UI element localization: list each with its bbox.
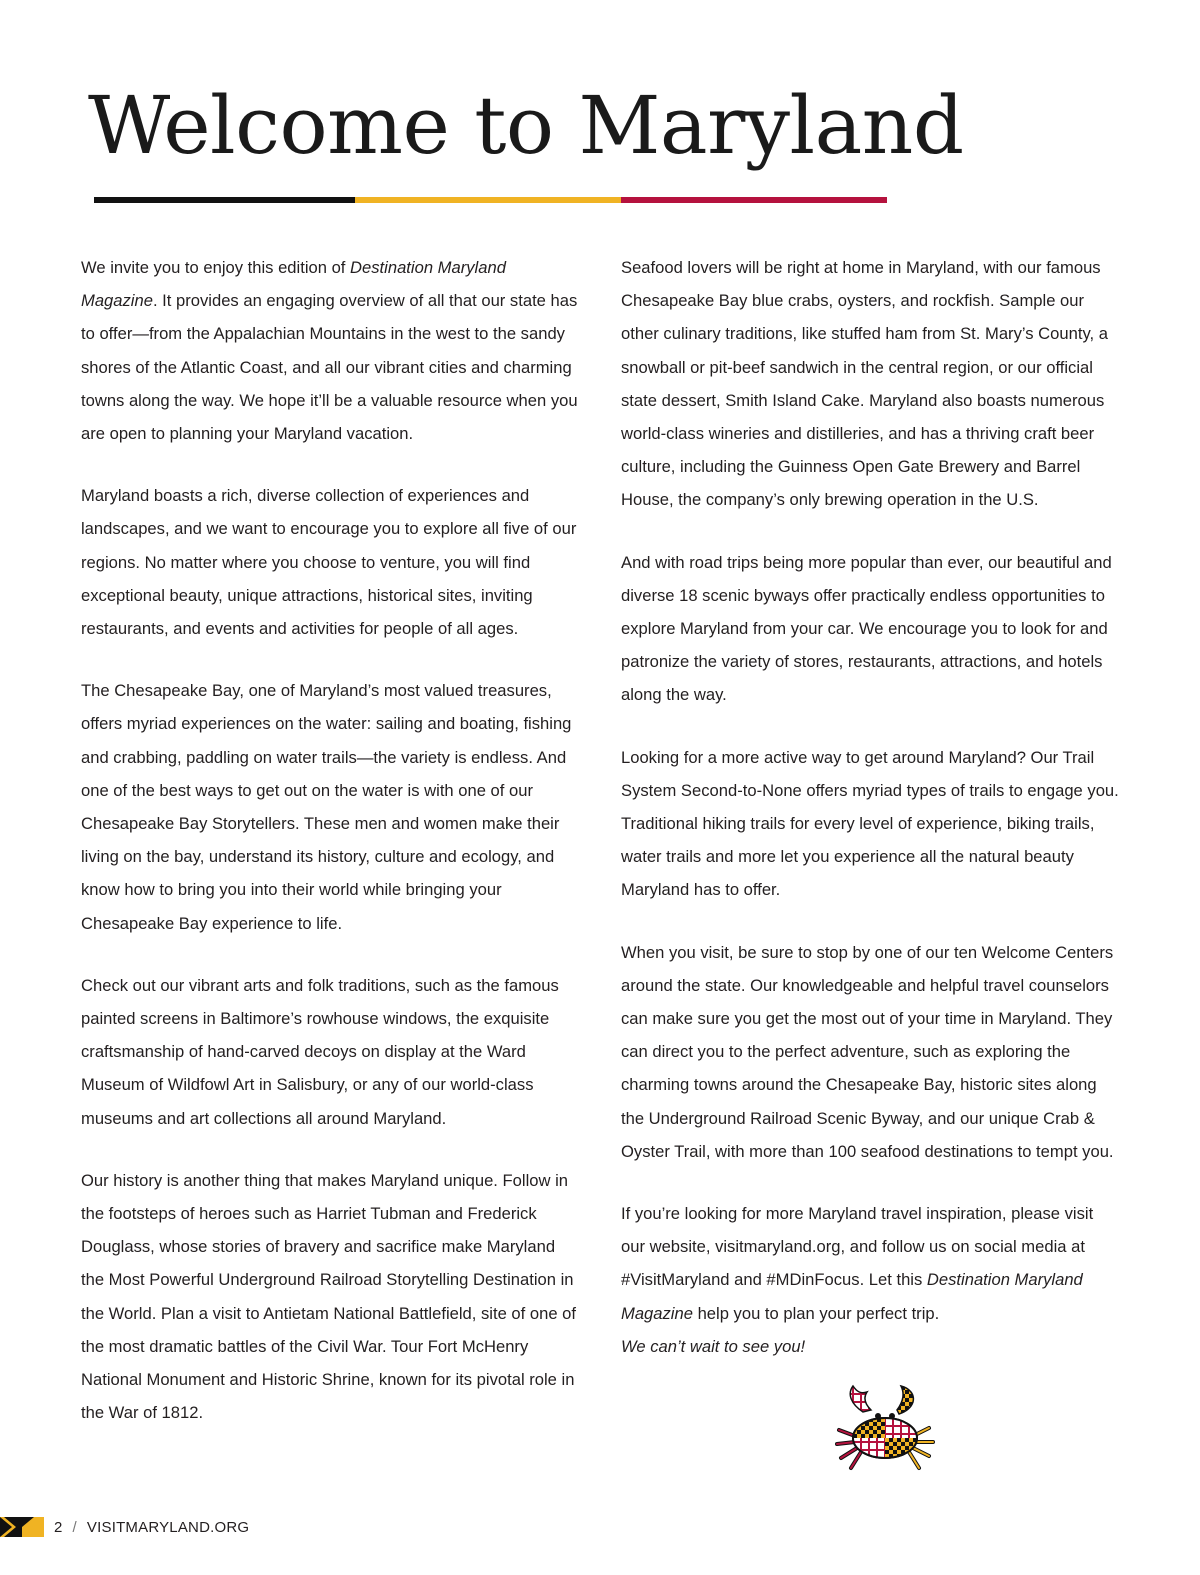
footer-separator: / xyxy=(72,1518,77,1536)
footer-site-link[interactable]: VISITMARYLAND.ORG xyxy=(86,1518,250,1536)
page-footer xyxy=(0,1516,249,1538)
seafood-paragraph: Seafood lovers will be right at home in Maryland, with our famous Chesapeake Bay blue crabs, oysters, and rockfish. Sample our other culinary traditions, like stuffed ham from St. Mary’s County, a snowball or pit-beef sandwich in the central region, or our official state dessert, Smith Island Cake. Maryland also boasts numerous world-class wineries and distilleries, and has a thriving craft beer culture, including the Guinness Open Gate Brewery and Barrel House, the company’s only brewing operation in the U.S. xyxy=(621,258,1108,510)
maryland-flag-icon xyxy=(0,1517,44,1537)
page-title: Welcome to Maryland xyxy=(88,79,964,172)
right-column xyxy=(621,251,1121,1363)
inspiration-paragraph: If you’re looking for more Maryland travel inspiration, please visit our website, visitmaryland.org, and follow us on social media at #VisitMaryland and #MDinFocus. Let this Destination Maryland Magazine help you to plan your perfect trip. xyxy=(621,1204,1094,1323)
trails-paragraph: Looking for a more active way to get around Maryland? Our Trail System Second-to-None offers myriad types of trails to engage you. Traditional hiking trails for every level of experience, biking trails, water trails and more let you experience all the natural beauty Maryland has to offer. xyxy=(621,747,1119,900)
tricolor-divider xyxy=(94,197,887,203)
chesapeake-paragraph: The Chesapeake Bay, one of Maryland’s most valued treasures, offers myriad experiences on the water: sailing and boating, fishing and crabbing, paddling on water trails—the variety is endless. And one of the best ways to get out on the water is with one of our Chesapeake Bay Storytellers. These men and women make their living on the bay, understand its history, culture and ecology, and know how to bring you into their world while bringing your Chesapeake Bay experience to life. xyxy=(81,681,572,933)
maryland-flag-crab-icon xyxy=(833,1382,937,1472)
regions-paragraph: Maryland boasts a rich, diverse collection of experiences and landscapes, and we want to encourage you to explore all five of our regions. No matter where you choose to venture, you will find exceptional beauty, unique attractions, historical sites, inviting restaurants, and events and activities for people of all ages. xyxy=(81,486,577,639)
history-paragraph: Our history is another thing that makes Maryland unique. Follow in the footsteps of heroes such as Harriet Tubman and Frederick Douglass, whose stories of bravery and sacrifice make Maryland the Most Powerful Underground Railroad Storytelling Destination in the World. Plan a visit to Antietam National Battlefield, site of one of the most dramatic battles of the Civil War. Tour Fort McHenry National Monument and Historic Shrine, known for its pivotal role in the War of 1812. xyxy=(81,1170,577,1423)
intro-paragraph: We invite you to enjoy this edition of Destination Maryland Magazine. It provides an engaging overview of all that our state has to offer—from the Appalachian Mountains in the west to the sandy shores of the Atlantic Coast, and all our vibrant cities and charming towns along the way. We hope it’ll be a valuable resource when you are open to planning your Maryland vacation. xyxy=(81,258,578,444)
divider-red-segment xyxy=(621,197,887,203)
divider-black-segment xyxy=(94,197,355,203)
closing-line: We can’t wait to see you! xyxy=(621,1336,806,1356)
road-trips-paragraph: And with road trips being more popular than ever, our beautiful and diverse 18 scenic byways offer practically endless opportunities to explore Maryland from your car. We encourage you to look for and patronize the variety of stores, restaurants, attractions, and hotels along the way. xyxy=(621,552,1112,705)
left-column xyxy=(81,251,581,1459)
magazine-title-italic: Destination Maryland Magazine xyxy=(81,258,506,311)
divider-gold-segment xyxy=(355,197,621,203)
page-number: 2 xyxy=(54,1518,63,1536)
welcome-centers-paragraph: When you visit, be sure to stop by one of our ten Welcome Centers around the state. Our knowledgeable and helpful travel counselors can make sure you get the most out of your time in Maryland. They can direct you to the perfect adventure, such as exploring the charming towns around the Chesapeake Bay, historic sites along the Underground Railroad Scenic Byway, and our unique Crab & Oyster Trail, with more than 100 seafood destinations to tempt you. xyxy=(621,942,1114,1161)
magazine-title-italic: Destination Maryland Magazine xyxy=(621,1270,1083,1323)
arts-paragraph: Check out our vibrant arts and folk traditions, such as the famous painted screens in Baltimore’s rowhouse windows, the exquisite craftsmanship of hand-carved decoys on display at the Ward Museum of Wildfowl Art in Salisbury, or any of our world-class museums and art collections all around Maryland. xyxy=(81,975,559,1128)
